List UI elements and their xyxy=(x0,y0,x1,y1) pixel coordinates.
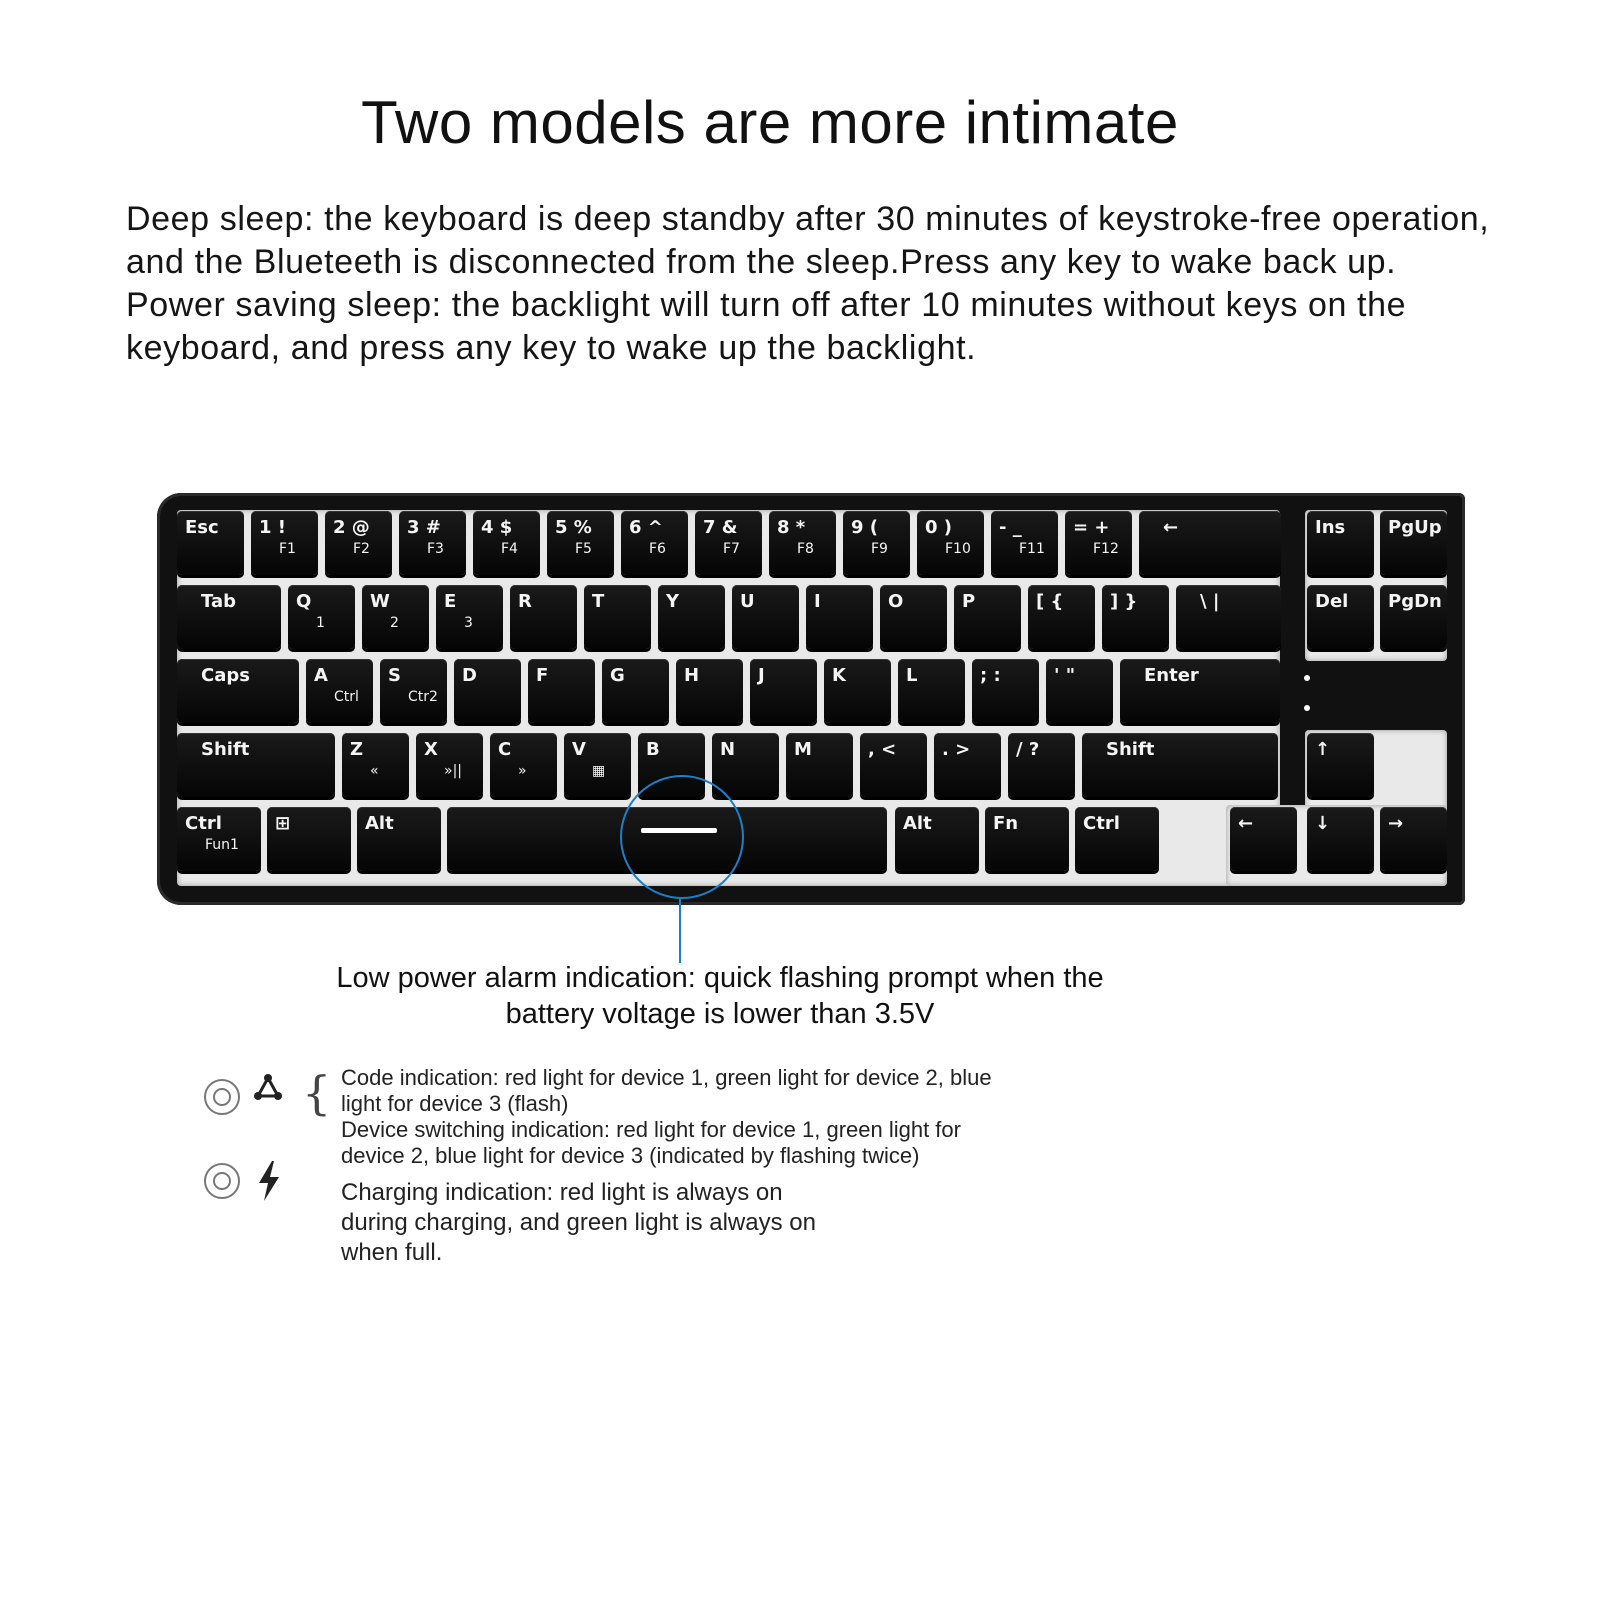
callout-line xyxy=(679,897,681,963)
key-r2-12 xyxy=(1102,585,1169,649)
charging-indication-text: Charging indication: red light is always on during charging, and green light is always on when full. xyxy=(341,1179,816,1266)
key-r5-0-label: Ctrl xyxy=(185,813,222,834)
key-r1-9-label: 9 ( xyxy=(851,517,879,538)
key-r2-1-label: Q xyxy=(296,591,312,612)
arrow-down-key-label: ↓ xyxy=(1315,813,1331,834)
page-title: Two models are more intimate xyxy=(361,89,1179,156)
key-r2-8-label: I xyxy=(814,591,821,612)
key-r4-1 xyxy=(342,733,409,797)
key-r5-4-label: Alt xyxy=(903,813,932,834)
key-r2-9-label: O xyxy=(888,591,904,612)
key-r2-6 xyxy=(658,585,725,649)
key-r2-5 xyxy=(584,585,651,649)
key-r3-9-label: L xyxy=(906,665,918,686)
key-r1-12-sublabel: F12 xyxy=(1093,541,1119,557)
key-r2-5-label: T xyxy=(592,591,605,612)
key-r4-4 xyxy=(564,733,631,797)
key-r1-5-sublabel: F5 xyxy=(575,541,592,557)
key-r3-8-label: K xyxy=(832,665,846,686)
key-r2-2-sublabel: 2 xyxy=(390,615,399,631)
key-r3-5-label: G xyxy=(610,665,625,686)
key-r3-0 xyxy=(177,659,299,723)
arrow-up-key-label: ↑ xyxy=(1315,739,1331,760)
key-r1-3-sublabel: F3 xyxy=(427,541,444,557)
arrow-left-key-label: ← xyxy=(1238,813,1254,834)
key-r1-8-sublabel: F8 xyxy=(797,541,814,557)
key-r2-9 xyxy=(880,585,947,649)
key-r1-10 xyxy=(917,511,984,575)
key-r5-4 xyxy=(895,807,979,871)
key-r3-10 xyxy=(972,659,1039,723)
key-r3-2 xyxy=(380,659,447,723)
key-r1-1-sublabel: F1 xyxy=(279,541,296,557)
key-r1-7-sublabel: F7 xyxy=(723,541,740,557)
key-r2-12-label: ] } xyxy=(1110,591,1138,612)
key-pgdn-label: PgDn xyxy=(1388,591,1442,612)
key-r1-1-label: 1 ! xyxy=(259,517,286,538)
key-r1-12-label: = + xyxy=(1073,517,1110,538)
key-r1-13 xyxy=(1139,511,1281,575)
key-r1-0-label: Esc xyxy=(185,517,219,538)
key-r2-3-label: E xyxy=(444,591,457,612)
power-saving-text: Power saving sleep: the backlight will turn off after 10 minutes without keys on the keyboard, and press any key to wake up the backlight. xyxy=(126,286,1407,367)
key-r1-11-sublabel: F11 xyxy=(1019,541,1045,557)
key-r5-0-sublabel: Fun1 xyxy=(205,837,239,853)
brace-icon: { xyxy=(302,1066,332,1120)
key-r3-11 xyxy=(1046,659,1113,723)
indicator-light-icon xyxy=(204,1079,240,1115)
arrow-right-key-label: → xyxy=(1388,813,1404,834)
key-r5-5 xyxy=(985,807,1069,871)
key-r3-10-label: ; : xyxy=(980,665,1001,686)
key-r2-0-label: Tab xyxy=(201,591,236,612)
key-r1-7 xyxy=(695,511,762,575)
key-r2-4-label: R xyxy=(518,591,532,612)
key-r1-2-label: 2 @ xyxy=(333,517,370,538)
lightning-icon xyxy=(256,1161,282,1201)
key-r4-1-sublabel: « xyxy=(370,763,379,779)
key-r2-10 xyxy=(954,585,1021,649)
description xyxy=(126,198,1556,370)
key-r1-2 xyxy=(325,511,392,575)
key-r3-7 xyxy=(750,659,817,723)
low-power-indicator-light xyxy=(641,828,717,833)
key-r2-2 xyxy=(362,585,429,649)
key-r4-10-label: / ? xyxy=(1016,739,1040,760)
key-r2-1-sublabel: 1 xyxy=(316,615,325,631)
arrow-right-key xyxy=(1380,807,1447,871)
key-r4-9-label: . > xyxy=(942,739,971,760)
key-r1-7-label: 7 & xyxy=(703,517,738,538)
key-r4-10 xyxy=(1008,733,1075,797)
key-r4-5-label: B xyxy=(646,739,660,760)
key-r2-11 xyxy=(1028,585,1095,649)
keyboard-led-bluetooth-icon xyxy=(1304,675,1310,681)
key-r3-0-label: Caps xyxy=(201,665,250,686)
key-pgup xyxy=(1380,511,1447,575)
key-r4-11 xyxy=(1082,733,1278,797)
keyboard-led-charge-icon xyxy=(1304,705,1310,711)
key-r3-4-label: F xyxy=(536,665,549,686)
key-r3-1 xyxy=(306,659,373,723)
key-r4-2-label: X xyxy=(424,739,438,760)
key-r3-3 xyxy=(454,659,521,723)
low-power-indicator-highlight xyxy=(620,775,744,899)
key-r1-2-sublabel: F2 xyxy=(353,541,370,557)
key-r3-8 xyxy=(824,659,891,723)
key-r4-7 xyxy=(786,733,853,797)
key-r3-3-label: D xyxy=(462,665,477,686)
key-r1-5 xyxy=(547,511,614,575)
key-r4-0-label: Shift xyxy=(201,739,250,760)
key-r5-2-label: Alt xyxy=(365,813,394,834)
key-r4-4-sublabel: ▦ xyxy=(592,763,606,779)
key-r2-3-sublabel: 3 xyxy=(464,615,473,631)
key-r2-1 xyxy=(288,585,355,649)
key-r1-6 xyxy=(621,511,688,575)
switching-indication-text: Device switching indication: red light for device 1, green light for device 2, blue light for device 3 (indicated by flashing twice) xyxy=(341,1117,961,1168)
key-ins xyxy=(1307,511,1374,575)
key-r1-10-sublabel: F10 xyxy=(945,541,971,557)
key-r4-11-label: Shift xyxy=(1106,739,1155,760)
key-r4-1-label: Z xyxy=(350,739,364,760)
key-r3-6-label: H xyxy=(684,665,700,686)
arrow-left-key xyxy=(1230,807,1297,871)
key-r4-3 xyxy=(490,733,557,797)
key-r4-6 xyxy=(712,733,779,797)
key-r3-7-label: J xyxy=(758,665,765,686)
key-r4-8-label: , < xyxy=(868,739,897,760)
key-r1-9 xyxy=(843,511,910,575)
key-r5-1 xyxy=(267,807,351,871)
key-r5-6 xyxy=(1075,807,1159,871)
key-r1-3 xyxy=(399,511,466,575)
key-r1-0 xyxy=(177,511,244,575)
key-r1-10-label: 0 ) xyxy=(925,517,953,538)
key-r5-5-label: Fn xyxy=(993,813,1019,834)
key-r4-4-label: V xyxy=(572,739,586,760)
key-r5-6-label: Ctrl xyxy=(1083,813,1120,834)
key-r1-13-label: ← xyxy=(1163,517,1179,538)
key-r2-10-label: P xyxy=(962,591,976,612)
key-r1-8-label: 8 * xyxy=(777,517,806,538)
key-r2-13 xyxy=(1176,585,1281,649)
key-r1-4 xyxy=(473,511,540,575)
indicator-light-icon-2 xyxy=(204,1163,240,1199)
low-power-alarm-text: Low power alarm indication: quick flashing prompt when the battery voltage is lower than 3.5V xyxy=(336,962,1104,1030)
key-r3-1-sublabel: Ctrl xyxy=(334,689,359,705)
key-r1-1 xyxy=(251,511,318,575)
key-r3-2-sublabel: Ctr2 xyxy=(408,689,438,705)
key-pgup-label: PgUp xyxy=(1388,517,1442,538)
key-r1-6-sublabel: F6 xyxy=(649,541,666,557)
key-r4-0 xyxy=(177,733,335,797)
key-r1-9-sublabel: F9 xyxy=(871,541,888,557)
key-ins-label: Ins xyxy=(1315,517,1346,538)
key-r5-1-label: ⊞ xyxy=(275,813,291,834)
key-r4-9 xyxy=(934,733,1001,797)
key-r2-7-label: U xyxy=(740,591,755,612)
keyboard-image xyxy=(157,493,1465,905)
key-r5-0 xyxy=(177,807,261,871)
key-r2-13-label: \ | xyxy=(1200,591,1220,612)
key-r2-11-label: [ { xyxy=(1036,591,1064,612)
key-r4-6-label: N xyxy=(720,739,736,760)
key-r3-5 xyxy=(602,659,669,723)
key-r1-12 xyxy=(1065,511,1132,575)
arrow-up-key xyxy=(1307,733,1374,797)
key-r4-8 xyxy=(860,733,927,797)
arrow-down-key xyxy=(1307,807,1374,871)
key-r5-2 xyxy=(357,807,441,871)
key-r3-11-label: ' " xyxy=(1054,665,1076,686)
key-r1-11-label: - _ xyxy=(999,517,1022,538)
key-r3-12 xyxy=(1120,659,1280,723)
key-r3-6 xyxy=(676,659,743,723)
key-r2-4 xyxy=(510,585,577,649)
deep-sleep-text: Deep sleep: the keyboard is deep standby after 30 minutes of keystroke-free operation, and the Blueteeth is disconnected from the sleep.Press any key to wake back up. xyxy=(126,200,1490,281)
key-del xyxy=(1307,585,1374,649)
key-r2-0 xyxy=(177,585,281,649)
key-r3-12-label: Enter xyxy=(1144,665,1199,686)
key-r2-6-label: Y xyxy=(666,591,680,612)
key-r1-11 xyxy=(991,511,1058,575)
key-r4-7-label: M xyxy=(794,739,812,760)
key-r2-2-label: W xyxy=(370,591,390,612)
key-r1-5-label: 5 % xyxy=(555,517,592,538)
key-r3-4 xyxy=(528,659,595,723)
key-r1-4-sublabel: F4 xyxy=(501,541,518,557)
code-indication-text: Code indication: red light for device 1, green light for device 2, blue light for device 3 (flash) xyxy=(341,1065,992,1116)
key-r1-3-label: 3 # xyxy=(407,517,441,538)
key-r2-3 xyxy=(436,585,503,649)
key-r4-2-sublabel: »|| xyxy=(444,763,462,779)
key-r4-3-sublabel: » xyxy=(518,763,527,779)
bluetooth-share-icon xyxy=(253,1072,283,1102)
key-r3-2-label: S xyxy=(388,665,401,686)
key-r1-6-label: 6 ^ xyxy=(629,517,663,538)
key-del-label: Del xyxy=(1315,591,1349,612)
key-pgdn xyxy=(1380,585,1447,649)
key-r1-8 xyxy=(769,511,836,575)
key-r3-9 xyxy=(898,659,965,723)
key-r2-8 xyxy=(806,585,873,649)
key-r2-7 xyxy=(732,585,799,649)
key-r3-1-label: A xyxy=(314,665,328,686)
key-r4-3-label: C xyxy=(498,739,512,760)
key-r4-2 xyxy=(416,733,483,797)
key-r1-4-label: 4 $ xyxy=(481,517,513,538)
